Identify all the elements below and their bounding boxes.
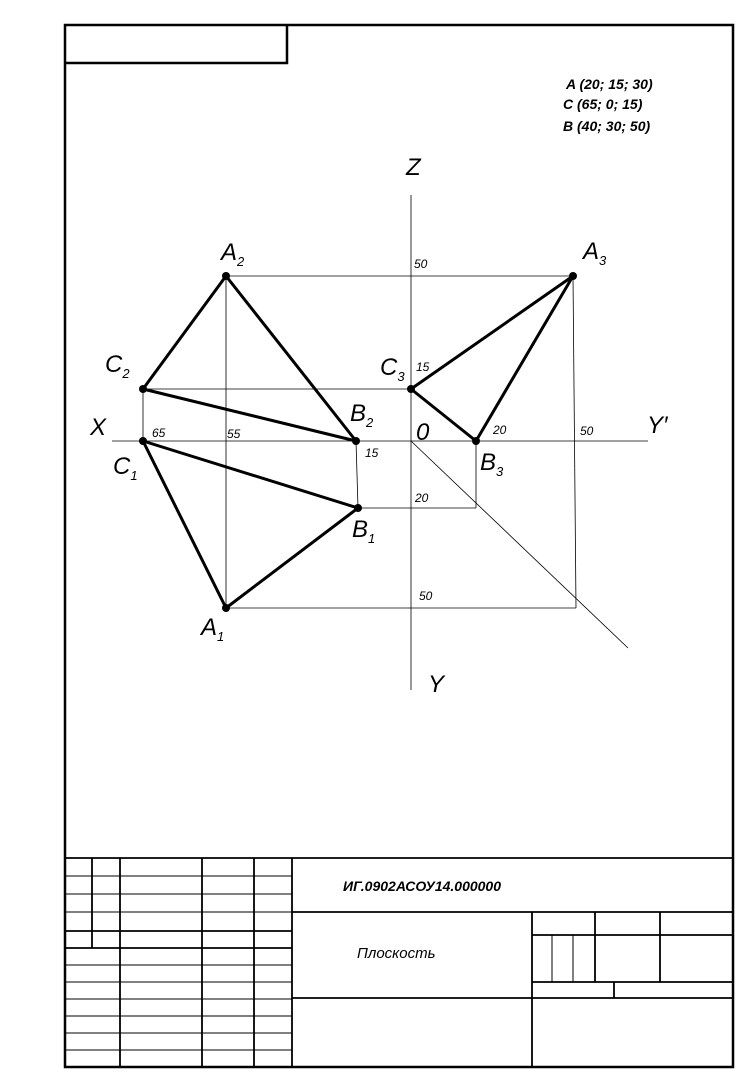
- axis-z-label: Z: [406, 154, 421, 181]
- point-c1: [139, 437, 147, 445]
- coord-a: A (20; 15; 30): [566, 76, 653, 92]
- point-b3: [472, 437, 480, 445]
- triangle-frontal-projection: [143, 276, 356, 441]
- triangle-a3-c3-b3: [411, 276, 573, 441]
- point-a2: [222, 272, 230, 280]
- line-a3-vertical: [573, 276, 576, 608]
- point-a3: [569, 272, 577, 280]
- point-markers: [139, 272, 577, 612]
- sheet-frame: [65, 25, 733, 1067]
- dim-z-15: 15: [416, 360, 430, 374]
- point-b2: [352, 437, 360, 445]
- triangle-profile-projection: [411, 276, 573, 441]
- label-a3: $A_3$: [583, 238, 607, 268]
- label-c3: $C_3$: [380, 354, 405, 384]
- grid-thin-rows: [65, 876, 292, 1050]
- label-c2: $C_2$: [105, 351, 130, 381]
- triangle-c1-b1-a1: [143, 441, 358, 608]
- dim-y-50: 50: [419, 589, 433, 603]
- axis-x-label: X: [90, 414, 107, 441]
- label-b2: $B_2$: [350, 400, 374, 430]
- point-b1: [354, 504, 362, 512]
- label-a1: $A_1$: [201, 614, 225, 644]
- coordinates-note: [563, 76, 653, 134]
- origin-label: 0: [416, 419, 430, 446]
- drawing-title: Плоскость: [357, 945, 436, 962]
- point-c3: [407, 385, 415, 393]
- title-block: [65, 858, 733, 1067]
- top-left-box: [65, 25, 287, 63]
- bisector-line: [411, 441, 628, 648]
- point-c2: [139, 385, 147, 393]
- point-a1: [222, 604, 230, 612]
- dim-b2-15: 15: [365, 446, 379, 460]
- coord-b: B (40; 30; 50): [563, 118, 651, 134]
- dim-yprime-50: 50: [580, 424, 594, 438]
- triangle-horizontal-projection: [143, 441, 358, 608]
- coord-c: C (65; 0; 15): [563, 96, 643, 112]
- dim-x-65: 65: [152, 426, 166, 440]
- label-b3: $B_3$: [480, 449, 504, 479]
- dim-y-20: 20: [415, 491, 429, 505]
- label-b1: $B_1$: [352, 516, 376, 546]
- label-c1: $C_1$: [113, 453, 138, 483]
- axis-y-prime-label: Y′: [647, 412, 668, 439]
- dim-z-50: 50: [414, 257, 428, 271]
- triangle-a2-c2-b2: [143, 276, 356, 441]
- label-a2: $A_2$: [221, 239, 245, 269]
- axis-y-label: Y: [428, 671, 445, 698]
- designation-text: ИГ.0902АСОУ14.000000: [343, 878, 502, 894]
- dim-yprime-20: 20: [493, 423, 507, 437]
- line-b-vertical: [356, 441, 358, 508]
- dim-x-55: 55: [227, 427, 241, 441]
